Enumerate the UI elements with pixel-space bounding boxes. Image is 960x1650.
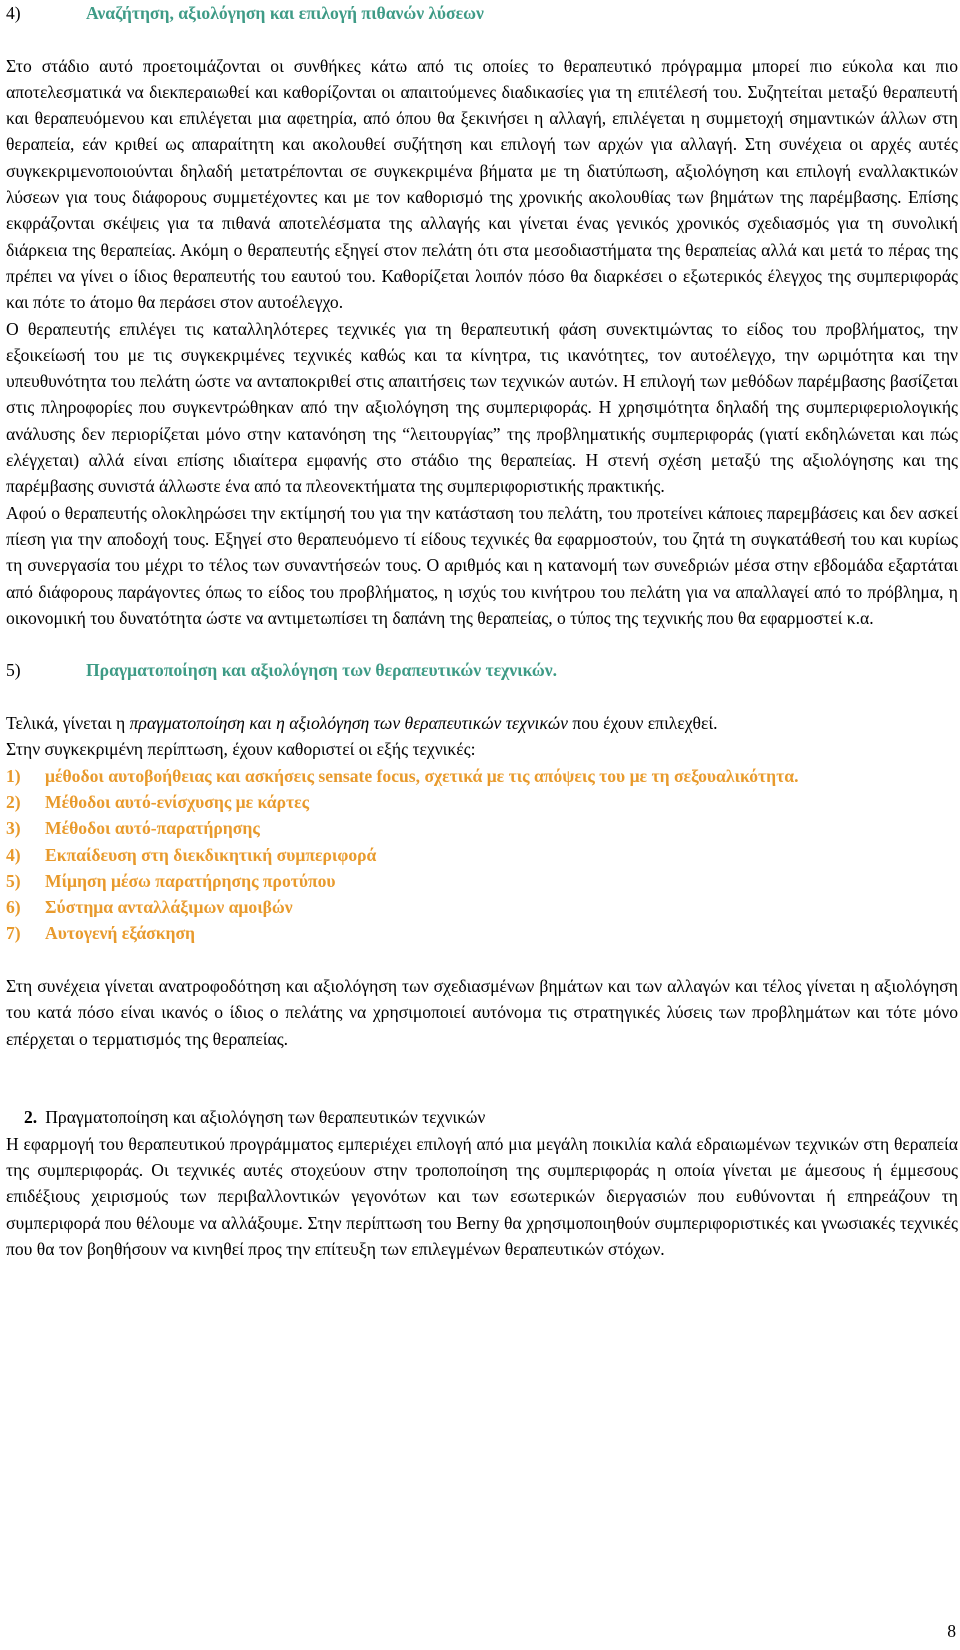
list-item — [6, 763, 958, 789]
list-item-index: 3) — [6, 818, 21, 839]
spacer — [6, 684, 958, 710]
techniques-list — [6, 763, 958, 947]
list-item-index: 7) — [6, 923, 21, 944]
list-item-text: Μίμηση μέσω παρατήρησης προτύπου — [45, 870, 336, 891]
subsection-2-paragraph: Η εφαρμογή του θεραπευτικού προγράμματος εμπεριέχει επιλογή από μια μεγάλη ποικιλία καλά εδραιωμένων τεχνικών στη θεραπεία της συμπεριφοράς. Οι τεχνικές αυτές στοχεύουν στην τροποποίηση της συμπεριφοράς η οποία γίνεται με άμεσους ή έμμεσους επιδέξιους χειρισμούς των περιβαλλοντικών γεγονότων και των εσωτερικών διεργασιών που ευθύνονται ή επηρεάζουν τη συμπεριφορά που θέλουμε να αλλάξουμε. Στην περίπτωση του Berny θα χρησιμοποιηθούν συμπεριφοριστικές και γνωσιακές τεχνικές που θα τον βοηθήσουν να κινηθεί προς την επίτευξη των επιλεγμένων θεραπευτικών στόχων. — [6, 1133, 958, 1259]
list-item-text: Εκπαίδευση στη διεκδικητική συμπεριφορά — [45, 844, 377, 865]
list-item-index: 6) — [6, 897, 21, 918]
spacer — [6, 947, 958, 973]
paragraph: Στο στάδιο αυτό προετοιμάζονται οι συνθήκες κάτω από τις οποίες το θεραπευτικό πρόγραμμα μπορεί πιο εύκολα και πιο αποτελεσματικά να διεκπεραιωθεί και καθορίζονται οι απαιτούμενες διαδικασίες για τη επιτέλεσή του. Συζητείται μεταξύ θεραπευτή και θεραπευόμενου και επιλέγεται μια αφετηρία, από όπου θα ξεκινήσει η αλλαγή, επιλέγεται η συμμετοχή σημαντικών άλλων στη θεραπεία, εάν κριθεί ως απαραίτητη και ακολουθεί συζήτηση και επιλογή των αρχών για αλλαγή. Στη συνέχεια οι αρχές αυτές συγκεκριμενοποιούνται δηλαδή μετατρέπονται σε συγκεκριμένα βήματα με τη διατύπωση, αξιολόγηση και επιλογή εναλλακτικών λύσεων για τους διάφορους συμμετέχοντες και με τον καθορισμό της χρονικής ακολουθίας των βημάτων της παρέμβασης. Επίσης εκφράζονται σκέψεις για τα πιθανά αποτελέσματα της αλλαγής και γίνεται ένας γενικός χρονικός σχεδιασμός για τη συνολική διάρκεια της θεραπείας. Ακόμη ο θεραπευτής εξηγεί στον πελάτη ότι στα μεσοδιαστήματα της θεραπείας αλλά και μετά το πέρας της πρέπει να γίνει ο ίδιος θεραπευτής του εαυτού του. Καθορίζεται λοιπόν πόσο θα διαρκέσει ο εξωτερικός έλεγχος της συμπεριφοράς και πότε το άτομο θα περάσει στον αυτοέλεγχο. — [6, 55, 958, 313]
list-item-text: Μέθοδοι αυτό-ενίσχυσης με κάρτες — [45, 791, 310, 812]
section-5-title: Πραγματοποίηση και αξιολόγηση των θεραπευτικών τεχνικών. — [86, 660, 558, 681]
intro-text-italic: πραγματοποίηση και η αξιολόγηση των θεραπευτικών τεχνικών — [129, 713, 568, 734]
section-4-heading — [6, 0, 958, 26]
list-item-index: 5) — [6, 870, 21, 891]
section-4-number: 4) — [6, 3, 21, 23]
page-number: 8 — [947, 1620, 956, 1641]
paragraph: Ο θεραπευτής επιλέγει τις καταλληλότερες τεχνικές για τη θεραπευτική φάση συνεκτιμώντας το είδος του προβλήματος, την εξοικείωσή του με τις συγκεκριμένες τεχνικές καθώς και τα κίνητρα, τις ικανότητες, τον αυτοέλεγχο, την ωριμότητα και την υπευθυνότητα του πελάτη ώστε να ανταποκριθεί στις απαιτήσεις των τεχνικών αυτών. Η επιλογή των μεθόδων παρέμβασης βασίζεται στις πληροφορίες που συγκεντρώθηκαν από την αξιολόγηση της συμπεριφοράς. Η χρησιμότητα δηλαδή της συμπεριφεριολογικής ανάλυσης δεν περιορίζεται μόνο στην κατανόηση της “λειτουργίας” της προβληματικής συμπεριφοράς (γιατί εκδηλώνεται και πώς ελέγχεται) αλλά είναι επίσης ιδιαίτερα εμφανής στο στάδιο της θεραπείας. Η στενή σχέση μεταξύ της αξιολόγησης και της παρέμβασης συνιστά άλλωστε ένα από τα πλεονεκτήματα της συμπεριφοριστικής πρακτικής. — [6, 318, 958, 497]
list-item-text: Μέθοδοι αυτό-παρατήρησης — [45, 818, 260, 839]
intro-line: Στην συγκεκριμένη περίπτωση, έχουν καθοριστεί οι εξής τεχνικές: — [6, 739, 476, 760]
paragraph: Αφού ο θεραπευτής ολοκληρώσει την εκτίμησή του για την κατάσταση του πελάτη, του προτείνει κάποιες παρεμβάσεις και δεν ασκεί πίεση για την αποδοχή τους. Εξηγεί στο θεραπευόμενο τί είδους τεχνικές θα εφαρμοστούν, του ζητά τη συγκατάθεσή του και κυρίως τη συνεργασία του μέχρι το τέλος των συναντήσεών τους. Ο αριθμός και η κατανομή των συνεδριών μέσα στην εβδομάδα εξαρτάται από διάφορους παράγοντες όπως το είδος του προβλήματος, η ισχύς του κινήτρου του πελάτη για να απαλλαγεί από το πρόβλημα, η οικονομική του δυνατότητα ώστε να αντιμετωπίσει τη δαπάνη της θεραπείας, ο τύπος της τεχνικής που θα εφαρμοστεί κ.α. — [6, 502, 958, 628]
list-item — [6, 920, 958, 946]
feedback-paragraph: Στη συνέχεια γίνεται ανατροφοδότηση και αξιολόγηση των σχεδιασμένων βημάτων και των αλλαγών και τέλος γίνεται η αξιολόγηση του κατά πόσο είναι ικανός ο ίδιος ο πελάτης να χρησιμοποιεί αυτόνομα τις στρατηγικές λύσεις των προβλημάτων και τότε μόνο επέρχεται ο τερματισμός της θεραπείας. — [6, 975, 958, 1049]
subsection-2-number: 2. — [24, 1107, 38, 1128]
list-item-text: Αυτογενή εξάσκηση — [45, 923, 196, 944]
list-item-text: Σύστημα ανταλλάξιμων αμοιβών — [45, 897, 293, 918]
list-item-text: μέθοδοι αυτοβοήθειας και ασκήσεις sensate focus, σχετικά με τις απόψεις του με τη σεξουαλικότητα. — [45, 765, 799, 786]
list-item-index: 2) — [6, 791, 21, 812]
subsection-2-title: Πραγματοποίηση και αξιολόγηση των θεραπευτικών τεχνικών — [45, 1107, 486, 1128]
section-5-number: 5) — [6, 660, 21, 681]
section-5-heading — [6, 657, 958, 683]
subsection-2-heading — [6, 1104, 958, 1130]
list-item — [6, 842, 958, 868]
intro-paragraph — [6, 710, 958, 736]
section-4-title: Αναζήτηση, αξιολόγηση και επιλογή πιθανών λύσεων — [86, 3, 484, 23]
list-item — [6, 894, 958, 920]
list-item — [6, 868, 958, 894]
list-item — [6, 815, 958, 841]
intro-text-before: Τελικά, γίνεται η — [6, 713, 130, 734]
list-item-index: 1) — [6, 765, 21, 786]
intro-text-after: που έχουν επιλεχθεί. — [567, 713, 718, 734]
spacer — [6, 26, 958, 52]
spacer — [6, 1078, 958, 1104]
spacer — [6, 1052, 958, 1078]
document-page — [6, 0, 958, 1650]
list-item — [6, 789, 958, 815]
list-item-index: 4) — [6, 844, 21, 865]
spacer — [6, 631, 958, 657]
